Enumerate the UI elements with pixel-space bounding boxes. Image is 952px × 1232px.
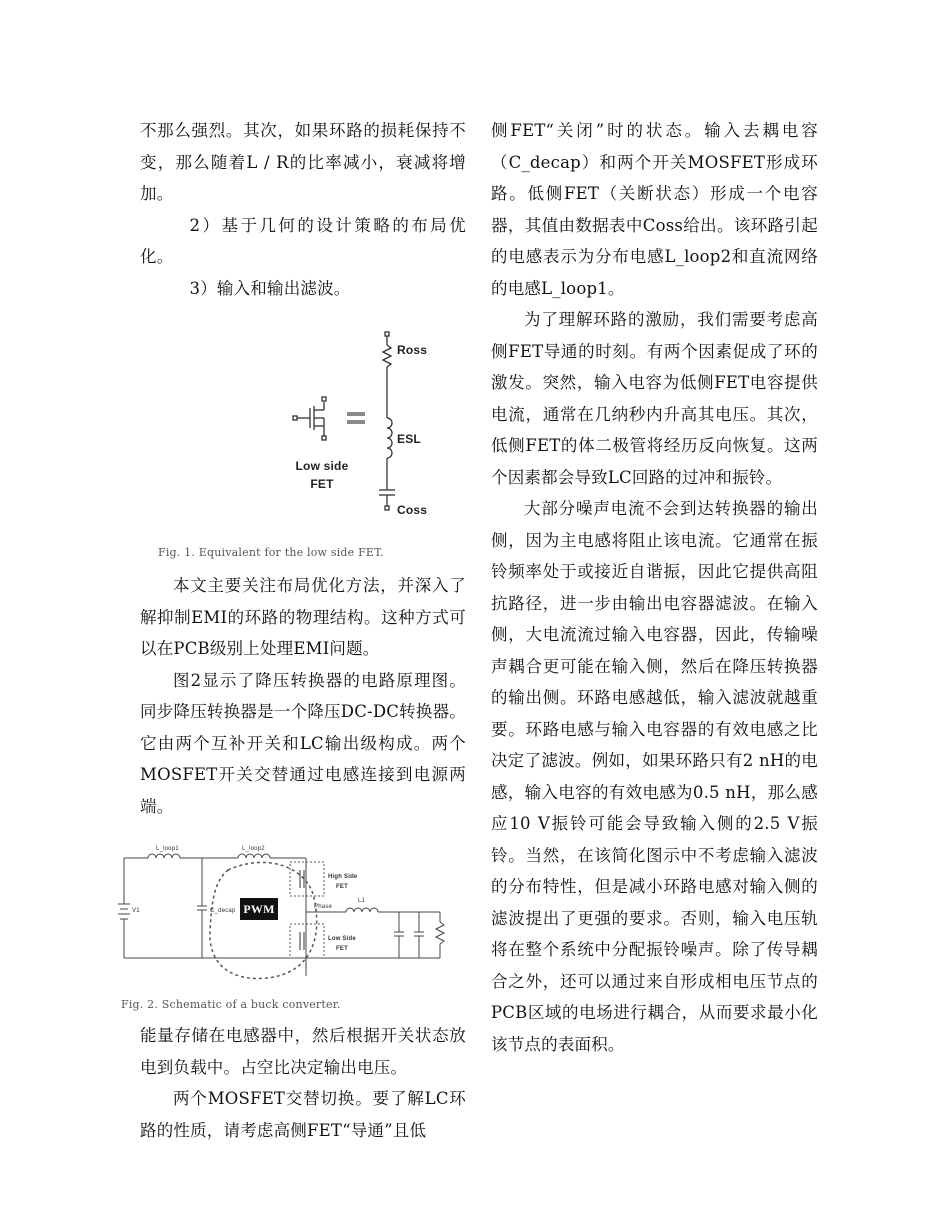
paragraph: 不那么强烈。其次，如果环路的损耗保持不变，那么随着L / R的比率减小，衰减将增加。	[140, 121, 466, 203]
list-item: 3）输入和输出滤波。	[189, 278, 351, 298]
phase-label: Phase	[314, 904, 333, 910]
paragraph: 两个MOSFET交替切换。要了解LC环路的性质，请考虑高侧FET“导通”且低	[140, 1089, 466, 1140]
c-decap-label: C_decap	[210, 908, 236, 914]
paragraph: 本文主要关注布局优化方法，并深入了解抑制EMI的环路的物理结构。这种方式可以在PCB级别上处理EMI问题。	[140, 576, 466, 658]
buck-converter-schematic	[118, 842, 464, 992]
figure-2-caption: Fig. 2. Schematic of a buck converter.	[121, 998, 341, 1011]
ross-label: Ross	[397, 343, 428, 357]
figure-1-caption: Fig. 1. Equivalent for the low side FET.	[158, 546, 384, 559]
paragraph: 侧FET“关闭”时的状态。输入去耦电容（C_decap）和两个开关MOSFET形成环路。低侧FET（关断状态）形成一个电容器，其值由数据表中Coss给出。该环路引起的电感表示为分布电感L_loop2和直流网络的电感L_loop1。	[491, 121, 818, 298]
paragraph: 大部分噪声电流不会到达转换器的输出侧，因为主电感将阻止该电流。它通常在振铃频率处于或接近自谐振，因此它提供高阻抗路径，进一步由输出电容器滤波。在输入侧，大电流流过输入电容器，因此，传输噪声耦合更可能在输入侧，然后在降压转换器的输出侧。环路电感越低，输入滤波就越重要。环路电感与输入电容器的有效电感之比决定了滤波。例如，如果环路只有2 nH的电感，输入电容的有效电感为0.5 nH，那么感应10 V振铃可能会导致输入侧的2.5 V振铃。当然，在该简化图示中不考虑输入滤波的分布特性，但是减小环路电感对输入侧的滤波提出了更强的要求。否则，输入电压轨将在整个系统中分配振铃噪声。除了传导耦合之外，还可以通过来自形成相电压节点的PCB区域的电场进行耦合，从而要求最小化该节点的表面积。	[491, 499, 818, 1054]
fet-label-line2: FET	[310, 477, 334, 491]
low-side-label-2: FET	[336, 946, 348, 952]
left-column	[121, 115, 466, 1146]
low-side-label-1: Low Side	[328, 936, 356, 942]
l-loop1-label: L_loop1	[156, 846, 179, 852]
paragraph: 能量存储在电感器中，然后根据开关状态放电到负载中。占空比决定输出电压。	[140, 1026, 466, 1077]
v1-label: V1	[132, 908, 140, 914]
paragraph: 图2显示了降压转换器的电路原理图。同步降压转换器是一个降压DC-DC转换器。它由两个互补开关和LC输出级构成。两个MOSFET开关交替通过电感连接到电源两端。	[140, 670, 466, 816]
figure-1	[140, 318, 466, 570]
l-loop2-label: L_loop2	[242, 846, 265, 852]
figure-2	[118, 838, 466, 1020]
paragraph: 为了理解环路的激励，我们需要考虑高侧FET导通的时刻。有两个因素促成了环的激发。突然，输入电容为低侧FET电容提供电流，通常在几纳秒内升高其电压。其次，低侧FET的体二极管将经历反向恢复。这两个因素都会导致LC回路的过冲和振铃。	[491, 310, 818, 487]
high-side-label-1: High Side	[328, 874, 358, 880]
coss-label: Coss	[397, 503, 428, 517]
low-side-fet-equivalent-diagram	[290, 330, 450, 540]
list-item: 2）基于几何的设计策略的布局优化。	[140, 215, 466, 266]
l1-label: L1	[358, 898, 366, 904]
right-column	[491, 115, 818, 1060]
fet-label-line1: Low side	[295, 459, 349, 473]
esl-label: ESL	[397, 432, 421, 446]
pwm-label: PWM	[243, 902, 275, 916]
high-side-label-2: FET	[336, 884, 348, 890]
